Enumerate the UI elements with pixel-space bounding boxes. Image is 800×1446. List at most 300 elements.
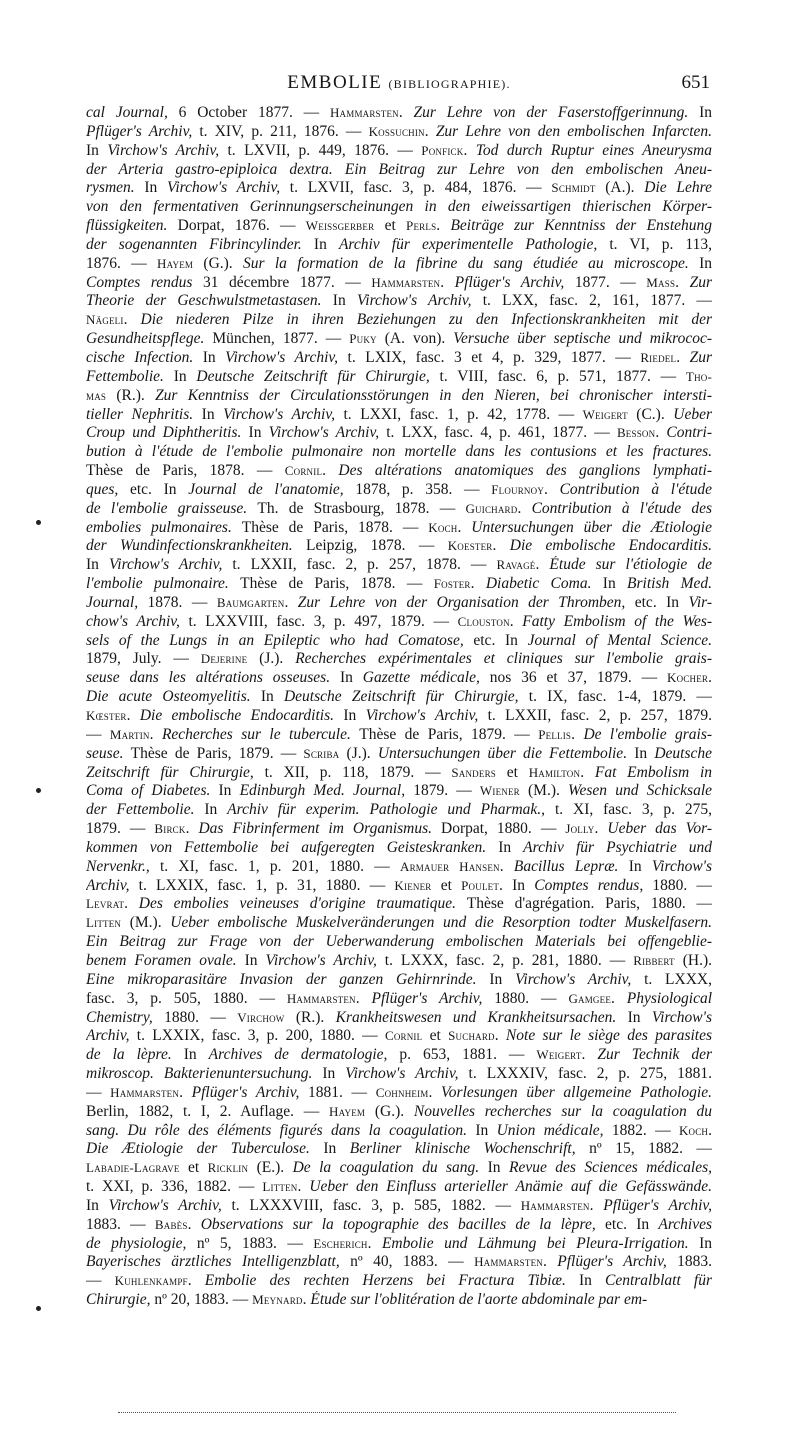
title-text: Contribution à l'étude des (531, 499, 712, 517)
text-line (86, 387, 712, 406)
text-run: In (699, 254, 712, 272)
text-run: Th. de Strasbourg, 1878. — (257, 499, 466, 517)
title-text: De la coagulation du sang. (292, 1159, 488, 1177)
title-text: Fettembolie. (86, 367, 174, 385)
text-run: 1880. — (164, 1008, 238, 1026)
author-name: Weissgerber (305, 218, 375, 234)
text-run: Leipzig, 1878. — (306, 537, 448, 555)
title-text: de la lèpre. (86, 1046, 184, 1064)
text-line (86, 613, 712, 632)
text-run: Thèse de Paris, 1878. — (241, 518, 429, 536)
text-run: In (627, 1008, 652, 1026)
title-text: Journal of Mental Science. (527, 631, 712, 649)
title-text: cal Journal, (86, 104, 179, 121)
title-text: Tod durch Ruptur eines Aneurysma (475, 141, 712, 159)
author-name: Virchow (237, 1009, 285, 1025)
text-run: . (440, 273, 455, 291)
text-line (86, 745, 712, 764)
title-text: Pflüger's Archiv, (603, 1196, 712, 1214)
text-run: (R.). (284, 1008, 336, 1026)
text-run: . (571, 725, 584, 743)
text-run: etc. In (605, 1215, 659, 1233)
title-text: Eine mikroparasitäre Invasion der ganzen Gehirnrinde. (86, 970, 490, 988)
title-text: de physiologie, (86, 1234, 197, 1252)
text-line (86, 462, 712, 481)
text-run: t. LXVII, p. 449, 1876. — (227, 141, 422, 159)
text-run: In (183, 1046, 209, 1064)
author-name: mas (86, 387, 107, 403)
text-run: (J.). (339, 744, 378, 762)
text-line (86, 1027, 712, 1046)
text-run: t. LXXXVIII, fasc. 3, p. 585, 1882. — (231, 1196, 521, 1214)
title-text: embolies pulmonaires. (86, 518, 242, 536)
title-text: der sogenannten Fibrincylinder. (86, 235, 314, 253)
author-name: Hammarsten (474, 1254, 543, 1270)
author-name: Foster (433, 576, 471, 592)
text-line (86, 1084, 712, 1103)
title-text: Étude sur l'étiologie de (549, 556, 712, 574)
title-text: sels of the Lungs in an Epileptic who had Comatose, (86, 631, 474, 649)
title-text: Ueber embolische Muskelveränderungen und die Resorption todter Muskelfasern. (170, 914, 712, 932)
text-run: In (323, 1140, 350, 1158)
author-name: Weigert (536, 1047, 582, 1063)
title-text: Virchow's Archiv, (365, 707, 488, 724)
title-text: Das Fibrinferment im Organismus. (198, 820, 442, 838)
text-line (86, 255, 712, 274)
title-text: Pflüger's Archiv, (86, 122, 200, 140)
text-run: . (284, 593, 298, 611)
text-run: . (424, 122, 436, 140)
text-line (86, 519, 712, 538)
title-text: Krankheitswesen und Krankheitsursachen. (335, 1008, 628, 1026)
text-line (86, 707, 712, 726)
author-name: Babès (154, 1216, 188, 1232)
text-run: (E.). (248, 1159, 293, 1177)
text-run: (M.). (519, 782, 569, 800)
text-line (86, 632, 712, 651)
title-text: Virchow's Archiv, (345, 1065, 469, 1083)
text-run: et (374, 217, 407, 235)
text-line (86, 236, 712, 255)
text-run: In (489, 970, 516, 988)
text-run: t. XI, fasc. 3, p. 275, (554, 801, 712, 819)
title-text: Sur la formation de la fibrine du sang étudiée au microscope. (243, 254, 700, 272)
text-run: In (699, 104, 712, 121)
author-name: Kiener (394, 877, 432, 893)
text-run: t. LXXVIII, fasc. 3, p. 497, 1879. — (188, 612, 458, 630)
text-line (86, 349, 712, 368)
text-run: et (179, 1159, 208, 1177)
author-name: Cohnheim (375, 1084, 429, 1100)
title-text: Pflüger's Archiv, (191, 1083, 308, 1101)
text-run: et (495, 763, 529, 781)
author-name: Ponfick (421, 142, 464, 158)
text-line (86, 1235, 712, 1254)
text-line (86, 1065, 712, 1084)
title-text: Ein Beitrag zur Frage von der Ueberwanderung embolischen Materials bei offengeblie- (86, 933, 712, 951)
text-run: . (187, 1215, 201, 1233)
text-run: 1879. — (413, 782, 480, 800)
text-run: In (498, 838, 524, 856)
text-run: (A. von). (376, 330, 454, 348)
text-run: In (578, 1272, 605, 1290)
author-name: Weigert (582, 406, 628, 422)
author-name: Koch (678, 1122, 709, 1138)
author-name: Escherich (313, 1235, 368, 1251)
author-name: Jolly (565, 821, 595, 837)
author-name: Sanders (451, 764, 496, 780)
title-text: der Wundinfectionskrankheiten. (86, 537, 307, 555)
title-text: Zur Lehre von der Faserstoffgerinnung. (413, 104, 700, 121)
title-text: Pflüger's Archiv, (371, 989, 495, 1007)
title-text: Des embolies veineuses d'origine traumatique. (138, 895, 467, 913)
text-run: t. XI, fasc. 1, p. 201, 1880. — (159, 857, 401, 875)
author-name: Nägeli (86, 312, 124, 328)
title-text: Virchow's Archiv, (167, 179, 290, 197)
text-run: . (436, 217, 451, 235)
text-run: . (322, 462, 339, 480)
title-text: Comptes rendus, (534, 876, 653, 894)
text-line (86, 1140, 712, 1159)
title-text: Beiträge zur Kenntniss der Enstehung (450, 217, 712, 235)
title-text: Virchow's Archiv, (356, 292, 483, 310)
title-text: tieller Nephritis. (86, 405, 202, 423)
title-text: Virchow's Archiv, (223, 405, 344, 423)
author-name: Litten (262, 1179, 298, 1195)
title-text: Étude sur l'oblitération de l'aorte abdominale par em- (310, 1291, 648, 1309)
text-run: . (675, 273, 690, 291)
title-text: Pflüger's Archiv, (557, 1253, 678, 1271)
author-name: Baumgarten (216, 594, 285, 610)
title-text: Archives (658, 1215, 712, 1233)
text-run: Dorpat, 1880. — (441, 820, 566, 838)
text-run: . (367, 1234, 382, 1252)
title-text: Die embolische Endocarditis. (509, 537, 712, 555)
author-name: Hammarsten (110, 1084, 180, 1100)
text-line (86, 1009, 712, 1028)
title-text: Zur (689, 348, 712, 366)
author-name: Kossuchin (368, 123, 425, 139)
title-text: Contribution à l'étude (559, 480, 712, 498)
text-line (86, 895, 712, 914)
title-text: Comptes rendus (86, 273, 203, 291)
text-run: et (431, 876, 462, 894)
title-text: ques, (86, 480, 130, 498)
text-line (86, 1253, 712, 1272)
text-line (86, 952, 712, 971)
text-run: (A.). (595, 179, 645, 197)
title-text: Theorie der Geschwulstmetastasen. (86, 292, 333, 310)
margin-dot (36, 788, 41, 793)
text-run: Thèse de Paris, 1879. — (359, 725, 539, 743)
text-run: In (260, 688, 284, 706)
title-text: Die niederen Pilze in ihren Beziehungen zu den Infectionskrankheiten mit der (140, 311, 712, 329)
text-run: In (475, 1121, 497, 1139)
text-run: t. XIV, p. 211, 1876. — (199, 122, 369, 140)
author-name: Koch (428, 519, 458, 535)
text-line (86, 292, 712, 311)
text-run: et (422, 1027, 449, 1045)
author-name: Ricklin (207, 1160, 249, 1176)
title-text: Embolie und Lähmung bei Pleura-Irrigation. (381, 1234, 700, 1252)
title-text: Archiv für Psychiatrie und (523, 838, 712, 856)
text-run: t. LXX, fasc. 2, 161, 1877. — (482, 292, 712, 310)
text-run: Thèse de Paris, 1878. — (240, 575, 434, 593)
text-run: In (144, 179, 168, 197)
text-run: In (628, 857, 652, 875)
author-name: Litten (86, 915, 122, 931)
text-run: . (509, 612, 523, 630)
text-run: . (676, 348, 690, 366)
text-line (86, 123, 712, 142)
title-text: Vir- (688, 593, 712, 611)
text-line (86, 933, 712, 952)
text-run: . (542, 1253, 558, 1271)
text-run: In (487, 1159, 509, 1177)
text-run: t. XII, p. 118, 1879. — (264, 763, 452, 781)
text-run: . (355, 989, 372, 1007)
title-text: Recherches sur le tubercule. (161, 725, 360, 743)
title-text: Gazette médicale, (362, 669, 490, 687)
text-run: etc. In (634, 593, 689, 611)
title-text: Archiv, (86, 876, 139, 894)
text-line (86, 1159, 712, 1178)
text-run: . (187, 1272, 205, 1290)
text-run: . (492, 537, 510, 555)
author-name: Wiener (479, 783, 520, 799)
title-text: Virchow's Archiv, (268, 424, 387, 442)
title-text: British Med. (627, 575, 712, 593)
title-text: Nouvelles recherches sur la coagulation du (413, 1102, 712, 1120)
text-line (86, 839, 712, 858)
text-run: t. LXXII, fasc. 2, p. 257, 1879. (487, 707, 712, 724)
text-line (86, 368, 712, 387)
title-text: Zeitschrift für Chirurgie, (86, 763, 265, 781)
text-run: 1878. — (147, 593, 217, 611)
text-run: nº 40, 1883. — (350, 1253, 475, 1271)
text-line (86, 1272, 712, 1291)
text-run: In (332, 292, 357, 310)
text-run: t. LXXX, fasc. 2, p. 281, 1880. — (384, 951, 634, 969)
text-line (86, 481, 712, 500)
title-text: kommen von Fettembolie bei aufgeregten Geisteskranken. (86, 838, 499, 856)
title-text: Die Lehre (644, 179, 712, 197)
text-run: t. XXI, p. 336, 1882. — (86, 1178, 263, 1196)
text-run: t. LXXIX, fasc. 3, p. 200, 1880. — (136, 1027, 385, 1045)
text-line (86, 650, 712, 669)
title-text: Pflüger's Archiv, (454, 273, 575, 291)
title-text: Deutsche (654, 744, 712, 762)
title-text: seuse. (86, 744, 131, 762)
text-run: p. 653, 1881. — (399, 1046, 537, 1064)
text-line (86, 161, 712, 180)
text-run: . (589, 1196, 604, 1214)
text-run: In (201, 405, 224, 423)
title-text: Virchow's (651, 1008, 712, 1026)
text-run: nº 5, 1883. — (196, 1234, 314, 1252)
title-text: der Arteria gastro-epiploica dextra. Ein Beitrag zur Lehre von den embolischen Aneu- (86, 160, 712, 178)
text-line (86, 990, 712, 1009)
text-run: (G.). (193, 254, 244, 272)
text-run: . (517, 499, 532, 517)
author-name: Levrat (86, 896, 125, 912)
title-text: Ueber das Vor- (607, 820, 712, 838)
author-name: Hammarsten (520, 1197, 590, 1213)
author-name: Meynard (252, 1292, 303, 1308)
title-text: Virchow's Archiv, (265, 951, 385, 969)
title-text: Chemistry, (86, 1008, 165, 1026)
author-name: Hammarsten (371, 274, 441, 290)
text-run: . (302, 1291, 311, 1309)
page-number: 651 (681, 72, 710, 93)
text-run: 1876. — (86, 254, 158, 272)
title-text: Virchow's Archiv, (108, 556, 233, 574)
text-run: . (149, 725, 162, 743)
text-run: (C.). (627, 405, 674, 423)
title-text: Fatty Embolism of the Wes- (522, 612, 712, 630)
author-name: Kœster (86, 708, 127, 723)
text-run: . (544, 480, 560, 498)
text-run: Berlin, 1882, t. I, 2. Auflage. — (86, 1102, 330, 1120)
title-text: Wesen und Schicksale (568, 782, 712, 800)
author-name: Ribbert (633, 952, 675, 968)
title-text: Berliner klinische Wochenschrift, (349, 1140, 590, 1158)
title-text: Ueber (673, 405, 712, 423)
text-line (86, 443, 712, 462)
title-text: Note sur le siège des parasites (505, 1027, 712, 1045)
title-text: Bayerisches ärztliches Intelligenzblatt, (86, 1253, 351, 1271)
text-run: In (602, 575, 628, 593)
text-run: In (322, 1065, 346, 1083)
title-text: Croup und Diphtheritis. (86, 424, 249, 442)
text-run: 1879. — (86, 820, 155, 838)
text-run: . (124, 895, 139, 913)
text-run: t. LXIX, fasc. 3 et 4, p. 329, 1877. — (347, 348, 641, 366)
author-name: Poulet (461, 877, 500, 893)
title-text: Untersuchungen über die Ætiologie (471, 518, 712, 536)
text-line (86, 274, 712, 293)
text-run: (M.). (121, 914, 171, 932)
title-text: Untersuchungen über die Fettembolie. (377, 744, 635, 762)
title-text: Physiological (626, 989, 712, 1007)
text-run: etc. In (129, 480, 189, 498)
text-run: In (248, 424, 269, 442)
running-title-subtitle: (BIBLIOGRAPHIE). (388, 77, 511, 91)
text-run: (H.). (674, 951, 712, 969)
title-text: Virchow's (651, 857, 712, 875)
author-name: Clouston (457, 613, 510, 629)
title-text: Union médicale, (496, 1121, 612, 1139)
text-line (86, 217, 712, 236)
author-name: Besson (616, 425, 656, 441)
running-title (88, 72, 710, 94)
title-text: Journal, (86, 593, 148, 611)
author-name: Ravagé (496, 557, 536, 573)
title-text: Archiv für experimentelle Pathologie, (338, 235, 610, 253)
text-run: . (594, 820, 608, 838)
title-text: Archiv, (86, 1027, 137, 1045)
text-run: t. LXXX, (644, 970, 712, 988)
text-run: 1881. — (308, 1083, 376, 1101)
text-line (86, 142, 712, 161)
title-text: Chirurgie, (86, 1291, 155, 1309)
text-run: nos 36 et 37, 1879. — (489, 669, 668, 687)
title-text: Die acute Osteomyelitis. (86, 688, 261, 706)
title-text: von den fermentativen Gerinnungserscheinungen in den eiweissartigen thierischen Körper- (86, 198, 712, 216)
text-run: In (202, 348, 226, 366)
title-text: Zur Kenntniss der Circulationsstörungen in den Nieren, bei chronischer intersti- (155, 386, 712, 404)
text-line (86, 782, 712, 801)
text-line (86, 311, 712, 330)
text-line (86, 330, 712, 349)
title-text: benem Foramen ovale. (86, 951, 245, 969)
title-text: Zur (689, 273, 712, 291)
title-text: Versuche über septische und mikrococ- (453, 330, 712, 348)
title-text: Virchow's Archiv, (515, 970, 645, 988)
title-text: rysmen. (86, 179, 145, 197)
text-run: . (123, 311, 141, 329)
text-run: . (708, 1121, 712, 1139)
text-line (86, 820, 712, 839)
page-header (88, 72, 710, 100)
text-run: . (185, 820, 199, 838)
text-run: t. LXXII, fasc. 2, p. 257, 1878. — (232, 556, 497, 574)
title-text: Embolie des rechten Herzens bei Fractura Tibiæ. (204, 1272, 579, 1290)
text-run: 1883. — (86, 1215, 155, 1233)
author-name: Flournoy (491, 481, 545, 497)
text-run: In (218, 782, 240, 800)
text-run: In (313, 235, 339, 253)
text-line (86, 1197, 712, 1216)
text-line (86, 104, 712, 123)
author-name: Puky (349, 331, 377, 347)
author-name: Pellis (538, 726, 572, 742)
text-line (86, 1291, 712, 1310)
title-text: Observations sur la topographie des bacilles de la lèpre, (200, 1215, 606, 1233)
text-run: t. VI, p. 113, (609, 235, 712, 253)
text-line (86, 764, 712, 783)
title-text: Virchow's Archiv, (225, 348, 348, 366)
text-run: — (86, 1272, 115, 1290)
text-run: 1877. — (574, 273, 647, 291)
text-line (86, 500, 712, 519)
text-run: In (204, 801, 228, 819)
author-name: Hammarsten (329, 105, 399, 120)
author-name: Kuhlenkampf (114, 1273, 188, 1289)
text-run: . (463, 141, 476, 159)
title-text: de l'embolie graisseuse. (86, 499, 258, 517)
text-run: . (581, 1046, 598, 1064)
title-text: Bacillus Lepræ. (513, 857, 629, 875)
author-name: Riedel (640, 349, 677, 365)
author-name: Mass (646, 274, 676, 290)
text-run: 6 October 1877. — (178, 104, 330, 121)
margin-dot (36, 520, 41, 525)
title-text: Centralblatt für (605, 1272, 712, 1290)
text-run: (J.). (247, 650, 296, 668)
title-text: Vorlesungen über allgemeine Pathologie. (441, 1083, 712, 1101)
text-run: — (86, 725, 110, 743)
text-run: In (86, 556, 109, 574)
text-run: 1882. — (611, 1121, 679, 1139)
title-text: Zur Lehre von der Organisation der Thromben, (297, 593, 635, 611)
text-run: . (708, 669, 712, 687)
title-text: Revue des Sciences médicales, (508, 1159, 712, 1177)
title-text: Diabetic Coma. (485, 575, 603, 593)
title-text: Fat Embolism in (594, 763, 712, 781)
running-title-main: EMBOLIE (287, 72, 383, 93)
text-line (86, 1046, 712, 1065)
